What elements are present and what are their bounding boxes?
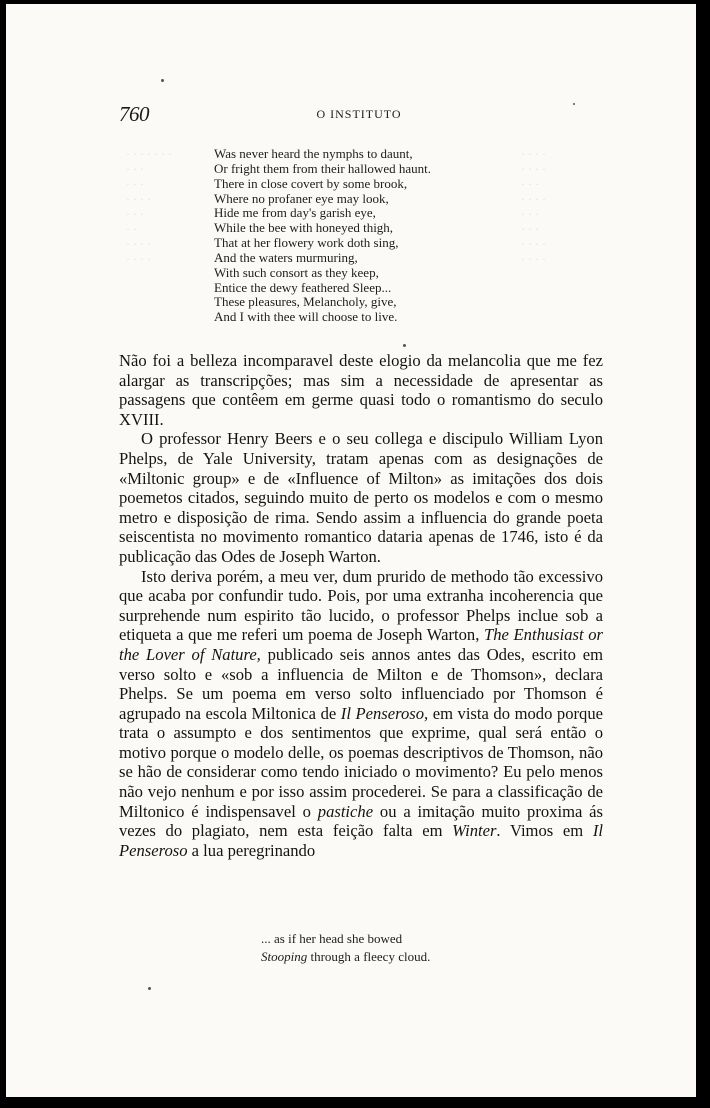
- running-title: O INSTITUTO: [316, 107, 402, 121]
- poem-line: Hide me from day's garish eye,: [214, 205, 376, 221]
- bleed-through-left: · · · · · · · · · · · · · · · · · · · · · · · · · · · · · ·: [126, 147, 172, 266]
- poem-line: That at her flowery work doth sing,: [214, 235, 399, 251]
- book-page: [6, 4, 696, 1097]
- page-number: 760: [119, 102, 149, 126]
- poem-line: Or fright them from their hallowed haunt.: [214, 160, 431, 176]
- text-span: a lua peregrinando: [187, 840, 316, 860]
- body-text: [119, 351, 603, 860]
- page-header: [119, 102, 599, 126]
- poem-line: While the bee with honeyed thigh,: [214, 220, 394, 236]
- paragraph-2: O professor Henry Beers e o seu collega e discipulo William Lyon Phelps, de Yale University, tratam apenas com as designações de «Miltonic group» e de «Influence of Milton» as imitações dos dois poemetos citados, seguindo muito de perto os modelos e com o mesmo metro e disposição de rima. Sendo assim a influencia do grande poeta seiscentista no movimento romantico dataria apenas de 1746, isto é da publicação das Odes de Joseph Warton.: [119, 429, 603, 566]
- poem-line: With such consort as they keep,: [214, 264, 379, 280]
- print-speck: [161, 79, 164, 82]
- quote-line-1: ... as if her head she bowed: [261, 931, 403, 946]
- poem-block: [214, 147, 534, 325]
- text-span: Isto deriva porém, a meu ver, dum prurido de methodo tão excessivo que acaba por confundir tudo. Pois, por uma extranha incoherencia que surprehende num espirito tão lucido, o professor Phelps inclue sob a etiqueta a que me referi um poema de Joseph Warton,: [119, 566, 603, 645]
- text-span: publicado seis annos antes das Odes, escrito em verso solto e «sob a influencia de Milton e de Thomson», declara Phelps. Se um poema em verso solto influenciado por Thomson é agrupado na escola Miltonica de: [119, 644, 603, 723]
- print-speck: [403, 344, 406, 347]
- quote-italic-word: Stooping: [261, 949, 308, 964]
- quote-line-2: [261, 948, 521, 966]
- italic-title: Il Penseroso: [119, 821, 603, 860]
- poem-line: Was never heard the nymphs to daunt,: [214, 146, 413, 161]
- print-speck: [573, 103, 575, 105]
- poem-line: And the waters murmuring,: [214, 249, 358, 265]
- paragraph-3: [119, 567, 603, 861]
- poem-line: And I with thee will choose to live.: [214, 309, 398, 325]
- bleed-through-right: · · · · · · · · · · · · · · · · · · · · · · · · · · · · ·: [521, 147, 546, 266]
- paragraph-1: Não foi a belleza incomparavel deste elogio da melancolia que me fez alargar as transcripções; mas sim a necessidade de apresentar as passagens que contêem em germe quasi todo o romantismo do seculo XVIII.: [119, 351, 603, 429]
- italic-title: The Enthusiast or the Lover of Nature,: [119, 625, 603, 664]
- print-speck: [148, 987, 151, 990]
- quote-text: through a fleecy cloud.: [307, 949, 431, 964]
- text-span: . Vimos em: [496, 821, 593, 841]
- poem-line: These pleasures, Melancholy, give,: [214, 294, 397, 310]
- closing-quote: [261, 930, 521, 966]
- italic-title: Il Penseroso,: [340, 703, 429, 723]
- italic-title: Winter: [452, 821, 497, 841]
- italic-term: pastiche: [317, 801, 374, 821]
- text-span: em vista do modo porque trata o assumpto e dos sentimentos que exprime, qual será então o motivo porque o modelo delle, os poemas descriptivos de Thomson, não se hão de considerar como tendo iniciado o movimento? Eu pelo menos não vejo nenhum e por isso assim procederei. Se para a classificação de Miltonico é indispensavel o: [119, 703, 603, 821]
- text-span: ou a imitação muito proxima ás vezes do plagiato, nem esta feição falta em: [119, 801, 603, 841]
- poem-line: Where no profaner eye may look,: [214, 190, 389, 206]
- poem-line: There in close covert by some brook,: [214, 175, 408, 191]
- poem-line: Entice the dewy feathered Sleep...: [214, 279, 392, 295]
